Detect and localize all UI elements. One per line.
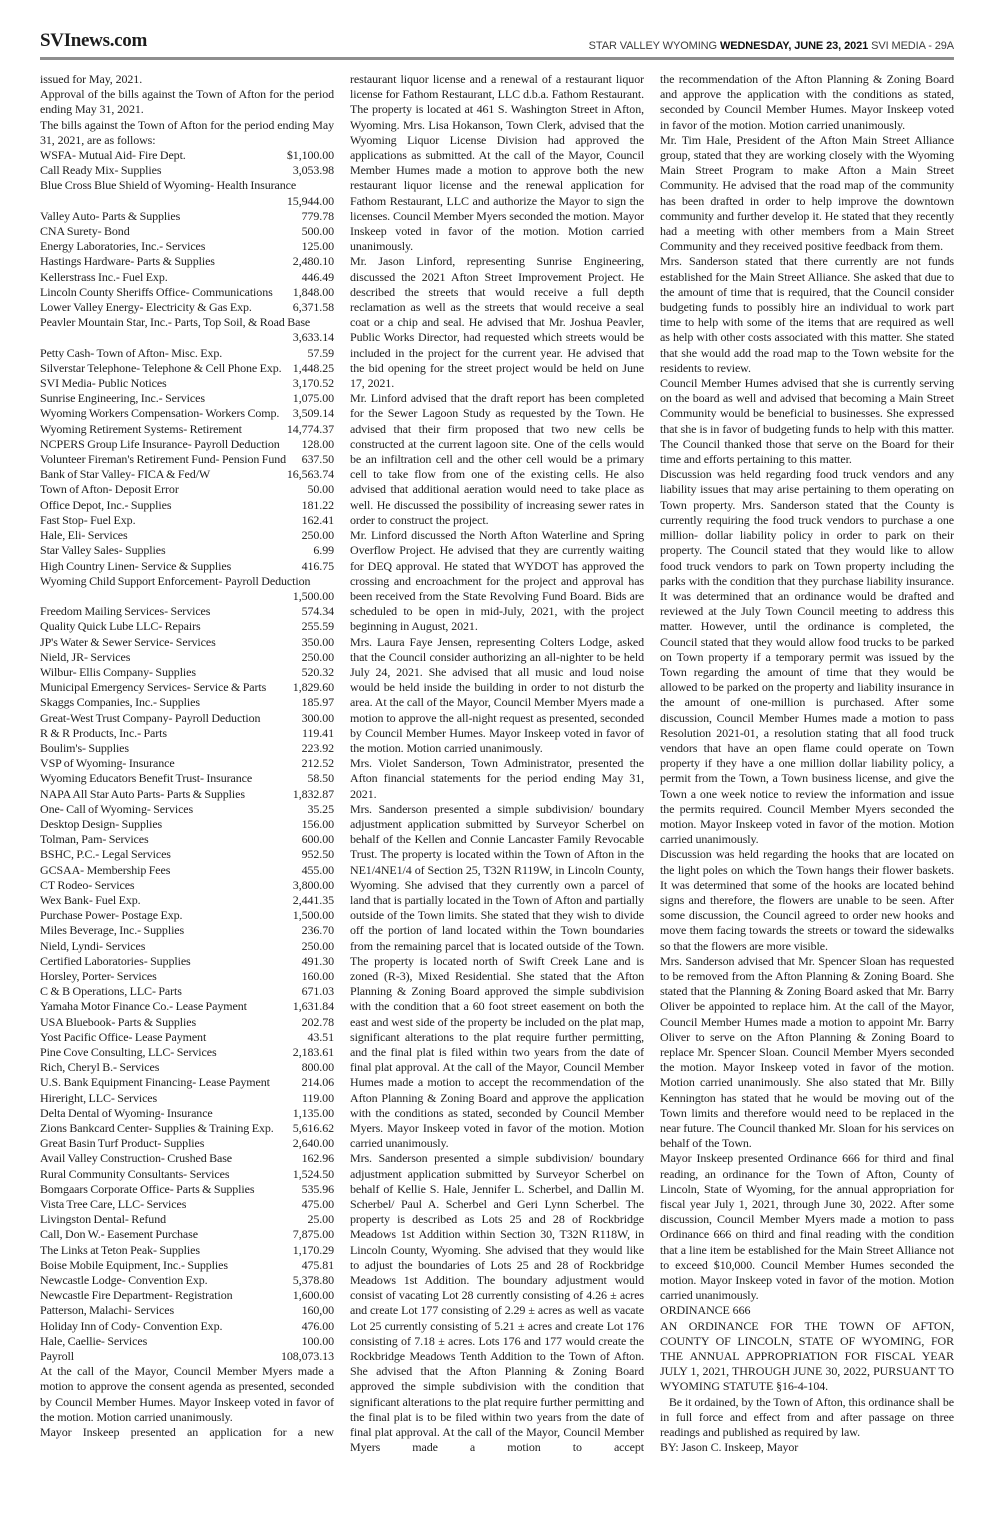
bill-payee: VSP of Wyoming- Insurance xyxy=(40,756,175,771)
bill-amount: 250.00 xyxy=(301,528,334,543)
bill-row xyxy=(40,254,334,269)
bill-payee: Tolman, Pam- Services xyxy=(40,832,149,847)
bill-row xyxy=(40,863,334,878)
bill-payee: Call, Don W.- Easement Purchase xyxy=(40,1227,198,1242)
bill-row xyxy=(40,984,334,999)
bill-row xyxy=(40,437,334,452)
bill-row xyxy=(40,604,334,619)
bill-payee: Fast Stop- Fuel Exp. xyxy=(40,512,136,527)
bill-amount: 3,800.00 xyxy=(292,877,334,892)
bill-payee: Yost Pacific Office- Lease Payment xyxy=(40,1029,207,1044)
bill-payee: Peavler Mountain Star, Inc.- Parts, Top Soil, & Road Base xyxy=(40,315,311,330)
bill-payee: Lincoln County Sheriffs Office- Communications xyxy=(40,284,273,299)
bill-payee: GCSAA- Membership Fees xyxy=(40,862,171,877)
paragraph: ORDINANCE 666 xyxy=(660,1303,751,1318)
bill-row xyxy=(40,878,334,893)
bill-payee: Desktop Design- Supplies xyxy=(40,816,163,831)
bill-amount: 1,170.29 xyxy=(292,1242,334,1257)
bill-row xyxy=(40,270,334,285)
bill-amount: 350.00 xyxy=(301,634,334,649)
bill-payee: Town of Afton- Deposit Error xyxy=(40,482,179,497)
bill-row xyxy=(40,802,334,817)
bill-amount: 108,073.13 xyxy=(280,1349,334,1364)
bill-payee: R & R Products, Inc.- Parts xyxy=(40,725,167,740)
bill-row xyxy=(40,178,334,208)
bill-payee: Rural Community Consultants- Services xyxy=(40,1166,230,1181)
bill-row xyxy=(40,619,334,634)
bill-row xyxy=(40,148,334,163)
paragraph: Mrs. Sanderson presented a simple subdivision/ boundary adjustment application submitted by Surveyor Scherbel on behalf of Kellie S. Hale, Jennifer L. Scherbel, and Dallin M. Scherbel/ Paul A. Scherbel and Geri Lynn Scherbel. The property is described as Lots 25 and 28 of Rockbridge Meadows 1st Addition within Section 30, T32N R118W, in Lincoln County, Wyoming. She advised that they would like to adjust the boundaries of Lots 25 and 28 of Rockbridge Meadows 1st Addition. The boundary adjustment would consist of vacating Lot 28 currently consisting of 4.26 ± acres and create Lot 177 consisting of 2.29 ± acres as well as vacate Lot 25 currently consisting of 5.21 ± acres and create Lot 176 consisting of 7.18 ± acres. Lots 176 and 177 would create the Rockbridge Meadows Tenth Addition to the Town of Afton. She advised that the Afton Planning & Zoning Board approved the simple subdivision with the condition that significant alterations to the plat require further permitting and the final plat is to be filed within two years from the date of final plat approval. At the call of the Mayor, Council Member Myers made a motion to accept xyxy=(350,1151,644,1455)
bill-row xyxy=(40,1060,334,1075)
bill-amount: 600.00 xyxy=(301,832,334,847)
paragraph: Mr. Linford discussed the North Afton Waterline and Spring Overflow Project. He advised that they are currently waiting for DEQ approval. He stated that WYDOT has approved the crossing and encroachment for the project and approval has been received from the State Revolving Fund Board. Bids are scheduled to be open in mid-July, 2021, with the project beginning in August, 2021. xyxy=(350,528,644,634)
bill-row xyxy=(40,406,334,421)
bill-payee: NAPA All Star Auto Parts- Parts & Supplies xyxy=(40,786,245,801)
bill-row xyxy=(40,847,334,862)
bill-row xyxy=(40,1030,334,1045)
bill-amount: 1,848.00 xyxy=(292,284,334,299)
bill-amount: 1,075.00 xyxy=(292,391,334,406)
bill-row xyxy=(40,1075,334,1090)
bill-amount: 14,774.37 xyxy=(286,421,334,436)
bill-row xyxy=(40,452,334,467)
bill-row xyxy=(40,300,334,315)
bill-amount: 125.00 xyxy=(301,239,334,254)
bill-payee: Sunrise Engineering, Inc.- Services xyxy=(40,391,205,406)
bill-amount: 50.00 xyxy=(307,482,334,497)
bill-amount: 476.00 xyxy=(301,1318,334,1333)
bill-row xyxy=(40,665,334,680)
bill-payee: One- Call of Wyoming- Services xyxy=(40,801,194,816)
bill-amount: 637.50 xyxy=(301,452,334,467)
bill-row xyxy=(40,1273,334,1288)
bill-row xyxy=(40,559,334,574)
bill-payee: Rich, Cheryl B.- Services xyxy=(40,1060,160,1075)
bill-payee: Skaggs Companies, Inc.- Supplies xyxy=(40,695,200,710)
bill-row xyxy=(40,923,334,938)
bill-payee: High Country Linen- Service & Supplies xyxy=(40,558,232,573)
article-columns xyxy=(40,72,954,1509)
bill-payee: Yamaha Motor Finance Co.- Lease Payment xyxy=(40,999,247,1014)
bill-row xyxy=(40,1258,334,1273)
masthead-location: STAR VALLEY WYOMING xyxy=(588,40,717,52)
paragraph: Mr. Linford advised that the draft report has been completed for the Sewer Lagoon Study as requested by the Town. He advised that their firm proposed that two new cells be constructed at the current lagoon site. One of the cells would be an infiltration cell and the other cell would be a primary cell to take flow from one of the existing cells. He also advised that additional aeration would need to take place as well. He discussed the possibility of increasing sewer rates in order to construct the project. xyxy=(350,391,644,527)
bill-row xyxy=(40,695,334,710)
bill-amount: 7,875.00 xyxy=(292,1227,334,1242)
bill-amount: 1,135.00 xyxy=(292,1105,334,1120)
bill-row xyxy=(40,422,334,437)
bill-row xyxy=(40,1015,334,1030)
bill-payee: Energy Laboratories, Inc.- Services xyxy=(40,239,206,254)
bill-payee: Wyoming Workers Compensation- Workers Comp. xyxy=(40,406,280,421)
bill-row xyxy=(40,832,334,847)
bill-amount: 671.03 xyxy=(301,984,334,999)
bill-payee: Lower Valley Energy- Electricity & Gas Exp. xyxy=(40,300,252,315)
bill-payee: Bank of Star Valley- FICA & Fed/W xyxy=(40,467,211,482)
masthead xyxy=(40,30,954,60)
bill-payee: Boise Mobile Equipment, Inc.- Supplies xyxy=(40,1257,228,1272)
bill-row xyxy=(40,315,334,345)
column-1 xyxy=(40,72,334,1509)
bill-row xyxy=(40,635,334,650)
bill-amount: 212.52 xyxy=(301,756,334,771)
paragraph: restaurant liquor license and a renewal of a restaurant liquor license for Fathom Restaurant, LLC d.b.a. Fathom Restaurant. The property is located at 461 S. Washington Street in Afton, Wyoming. Mrs. Lisa Hokanson, Town Clerk, advised that the Wyoming Liquor License Division had approved the applications as submitted. At the call of the Mayor, Council Member Humes made a motion to approve both the new restaurant liquor license and the renewal application for Fathom Restaurant, LLC and authorize the Mayor to sign the licenses. Council Member Myers seconded the motion. Mayor Inskeep voted in favor of the motion. Motion carried unanimously. xyxy=(350,72,644,254)
bill-amount: 160,00 xyxy=(301,1303,334,1318)
bill-payee: Bomgaars Corporate Office- Parts & Supplies xyxy=(40,1181,255,1196)
bill-amount: 446.49 xyxy=(301,269,334,284)
paragraph: Mayor Inskeep presented an application for a new xyxy=(40,1425,334,1440)
paragraph: issued for May, 2021. xyxy=(40,72,143,86)
bill-amount: 6.99 xyxy=(313,543,334,558)
bill-payee: Freedom Mailing Services- Services xyxy=(40,604,211,619)
bill-amount: 952.50 xyxy=(301,847,334,862)
bill-row xyxy=(40,893,334,908)
col1-outro xyxy=(40,1364,334,1440)
bill-amount: 16,563.74 xyxy=(286,467,334,482)
bill-payee: Wyoming Child Support Enforcement- Payroll Deduction xyxy=(40,573,311,588)
bill-row xyxy=(40,1288,334,1303)
bill-payee: Pine Cove Consulting, LLC- Services xyxy=(40,1045,217,1059)
bill-amount: 1,600.00 xyxy=(292,1288,334,1303)
bill-amount: 800.00 xyxy=(301,1060,334,1075)
bill-row xyxy=(40,756,334,771)
bill-payee: Hastings Hardware- Parts & Supplies xyxy=(40,254,215,269)
bill-row xyxy=(40,209,334,224)
bill-amount: 3,170.52 xyxy=(292,376,334,391)
bill-payee: Boulim's- Supplies xyxy=(40,740,129,755)
column-3 xyxy=(660,72,954,1509)
paragraph: The bills against the Town of Afton for the period ending May 31, 2021, are as follows: xyxy=(40,117,334,147)
paragraph: AN ORDINANCE FOR THE TOWN OF AFTON, COUNTY OF LINCOLN, STATE OF WYOMING, FOR THE ANNUAL APPROPRIATION FOR FISCAL YEAR JULY 1, 2021, THROUGH JUNE 30, 2022, PURSUANT TO WYOMING STATUTE §16-4-104. xyxy=(660,1318,954,1394)
bill-payee: Petty Cash- Town of Afton- Misc. Exp. xyxy=(40,345,223,360)
bill-amount: 500.00 xyxy=(301,224,334,239)
bill-payee: USA Bluebook- Parts & Supplies xyxy=(40,1014,197,1029)
bill-amount: 1,448.25 xyxy=(292,360,334,375)
bill-row xyxy=(40,1334,334,1349)
bill-payee: Hale, Caellie- Services xyxy=(40,1333,148,1348)
bill-payee: Wilbur- Ellis Company- Supplies xyxy=(40,664,196,679)
bill-amount: 1,832.87 xyxy=(292,786,334,801)
bill-row xyxy=(40,1319,334,1334)
paragraph: Council Member Humes advised that she is currently serving on the board as well and advised that becoming a Main Street Community would be beneficial to businesses. She expressed that she is in favor of budgeting funds to help with this matter. The Council thanked those that serve on the Board for their time and efforts pertaining to this matter. xyxy=(660,376,954,467)
col2-paragraphs xyxy=(350,72,644,1455)
bill-amount: 250.00 xyxy=(301,938,334,953)
bill-row xyxy=(40,650,334,665)
bill-row xyxy=(40,771,334,786)
bill-row xyxy=(40,711,334,726)
paragraph: Mr. Tim Hale, President of the Afton Main Street Alliance group, stated that they are working closely with the Wyoming Main Street Program to make Afton a Main Street Community. He advised that the road map of the community has been drafted in order to help improve the downtown community and further develop it. He stated that they recently had a meeting with other members from a Main Street Community and they received positive feedback from them. xyxy=(660,132,954,254)
bill-payee: Holiday Inn of Cody- Convention Exp. xyxy=(40,1318,223,1333)
bill-payee: Delta Dental of Wyoming- Insurance xyxy=(40,1105,213,1120)
masthead-info xyxy=(589,40,954,52)
bill-row xyxy=(40,741,334,756)
bill-row xyxy=(40,1121,334,1136)
paragraph: BY: Jason C. Inskeep, Mayor xyxy=(660,1440,799,1455)
bill-row xyxy=(40,1212,334,1227)
bill-payee: Municipal Emergency Services- Service & Parts xyxy=(40,680,267,695)
masthead-edition: SVI MEDIA - 29A xyxy=(871,40,954,52)
paragraph: Mrs. Sanderson presented a simple subdivision/ boundary adjustment application submitted by Surveyor Scherbel on behalf of the Kellen and Connie Lancaster Family Revocable Trust. The property is located within the Town of Afton in the NE1/4NE1/4 of Section 25, T32N R119W, in Lincoln County, Wyoming. She advised that they currently own a parcel of land that is partially located in the Town of Afton and partially outside of the Town limits. She stated that they wish to divide off the portion of land located within the Town boundaries from the remaining parcel that is located outside of the Town. The property is located north of Swift Creek Lane and is zoned (R-3), Mixed Residential. She stated that the Afton Planning & Zoning Board approved the simple subdivision with the condition that a 60 foot street easement on both the east and west side of the property be included on the plat map, significant alterations to the plat require further permitting, and the final plat is filed within two years from the date of final plat approval. At the call of the Mayor, Council Member Humes made a motion to accept the recommendation of the Afton Planning & Zoning Board and approve the application with the conditions as stated, seconded by Council Member Myers. Mayor Inskeep voted in favor of the motion. Motion carried unanimously. xyxy=(350,801,644,1151)
bill-payee: JP's Water & Sewer Service- Services xyxy=(40,634,216,649)
bill-payee: Silverstar Telephone- Telephone & Cell Phone Exp. xyxy=(40,360,282,375)
bill-amount: 1,829.60 xyxy=(292,680,334,695)
bill-payee: Hale, Eli- Services xyxy=(40,528,128,543)
bill-row xyxy=(40,1106,334,1121)
bill-row xyxy=(40,1045,334,1060)
bill-amount: 162.41 xyxy=(301,512,334,527)
bill-amount: 35.25 xyxy=(307,801,334,816)
bill-amount: 202.78 xyxy=(301,1014,334,1029)
bill-payee: Nield, JR- Services xyxy=(40,649,131,664)
bill-amount: 160.00 xyxy=(301,968,334,983)
bill-payee: Blue Cross Blue Shield of Wyoming- Health Insurance xyxy=(40,178,297,193)
bill-amount: 475.00 xyxy=(301,1197,334,1212)
bill-payee: SVI Media- Public Notices xyxy=(40,376,167,391)
bill-amount: 58.50 xyxy=(307,771,334,786)
bill-row xyxy=(40,969,334,984)
bill-row xyxy=(40,498,334,513)
paragraph: Discussion was held regarding the hooks that are located on the light poles on which the Town hangs their flower baskets. It was determined that some of the hooks are located behind signs and therefore, the flowers are unable to be seen. After some discussion, the Council agreed to order new hooks and move them facing towards the streets or toward the sidewalks so that the flowers are more visible. xyxy=(660,847,954,953)
bill-payee: Wyoming Retirement Systems- Retirement xyxy=(40,421,242,436)
bill-amount: 119.00 xyxy=(302,1090,334,1105)
bill-row xyxy=(40,467,334,482)
bill-amount: 236.70 xyxy=(301,923,334,938)
bill-row xyxy=(40,391,334,406)
masthead-date: WEDNESDAY, JUNE 23, 2021 xyxy=(719,40,869,52)
bill-amount: 128.00 xyxy=(301,436,334,451)
bill-payee: NCPERS Group Life Insurance- Payroll Deduction xyxy=(40,436,280,451)
bill-amount: 119.41 xyxy=(302,725,334,740)
bill-amount: 779.78 xyxy=(301,208,334,223)
bill-amount: 574.34 xyxy=(301,604,334,619)
bill-amount: 3,633.14 xyxy=(292,330,334,345)
bill-payee: Office Depot, Inc.- Supplies xyxy=(40,497,172,512)
bill-payee: Certified Laboratories- Supplies xyxy=(40,953,191,968)
bill-payee: Newcastle Fire Department- Registration xyxy=(40,1288,233,1303)
bill-amount: 3,053.98 xyxy=(292,163,334,178)
bill-amount: 2,480.10 xyxy=(292,254,334,269)
bill-payee: CNA Surety- Bond xyxy=(40,224,130,239)
paragraph: Approval of the bills against the Town of Afton for the period ending May 31, 2021. xyxy=(40,87,334,117)
bill-row xyxy=(40,954,334,969)
bill-payee: Valley Auto- Parts & Supplies xyxy=(40,208,181,223)
paragraph: Mrs. Laura Faye Jensen, representing Colters Lodge, asked that the Council consider authorizing an all-nighter to be held July 24, 2021. She advised that all music and loud noise would be held inside the building in order to not disturb the area. At the call of the Mayor, Council Member Myers made a motion to approve the all-night request as presented, seconded by Council Member Humes. Mayor Inskeep voted in favor of the motion. Motion carried unanimously. xyxy=(350,634,644,755)
bill-amount: 43.51 xyxy=(307,1029,334,1044)
bill-payee: BSHC, P.C.- Legal Services xyxy=(40,847,171,862)
bill-payee: Star Valley Sales- Supplies xyxy=(40,543,166,558)
bill-payee: Patterson, Malachi- Services xyxy=(40,1303,175,1318)
bill-row xyxy=(40,680,334,695)
bill-payee: Livingston Dental- Refund xyxy=(40,1212,167,1227)
bill-row xyxy=(40,285,334,300)
bill-row xyxy=(40,513,334,528)
bill-row xyxy=(40,574,334,604)
bill-payee: Wex Bank- Fuel Exp. xyxy=(40,892,141,907)
bill-amount: 1,500.00 xyxy=(292,908,334,923)
bills-list xyxy=(40,148,334,1364)
bill-amount: 250.00 xyxy=(301,649,334,664)
bill-row xyxy=(40,239,334,254)
bill-payee: WSFA- Mutual Aid- Fire Dept. xyxy=(40,148,186,163)
bill-amount: 100.00 xyxy=(301,1333,334,1348)
bill-amount: 520.32 xyxy=(301,664,334,679)
bill-payee: Miles Beverage, Inc.- Supplies xyxy=(40,923,185,938)
bill-row xyxy=(40,726,334,741)
bill-payee: The Links at Teton Peak- Supplies xyxy=(40,1242,200,1257)
bill-row xyxy=(40,939,334,954)
bill-payee: U.S. Bank Equipment Financing- Lease Payment xyxy=(40,1075,270,1090)
bill-amount: 156.00 xyxy=(301,816,334,831)
bill-amount: 57.59 xyxy=(307,345,334,360)
bill-row xyxy=(40,1303,334,1318)
bill-payee: Newcastle Lodge- Convention Exp. xyxy=(40,1273,208,1288)
bill-row xyxy=(40,787,334,802)
paragraph: Mrs. Sanderson stated that there currently are not funds established for the Main Street Alliance. She asked that due to the amount of time that is required, that the Council consider budgeting funds to possibly hire an individual to work part time to help with some of the items that are required as well as help with other costs associated with this matter. She stated that she would add the road map to the Town website for the residents to review. xyxy=(660,254,954,375)
bill-amount: 6,371.58 xyxy=(292,300,334,315)
bill-payee: Horsley, Porter- Services xyxy=(40,968,157,983)
bill-payee: Kellerstrass Inc.- Fuel Exp. xyxy=(40,269,168,284)
paragraph: Mrs. Violet Sanderson, Town Administrator, presented the Afton financial statements for the period ending May 31, 2021. xyxy=(350,756,644,801)
bill-amount: 1,631.84 xyxy=(292,999,334,1014)
paragraph: Be it ordained, by the Town of Afton, this ordinance shall be in full force and effect from and after passage on three readings and published as required by law. xyxy=(660,1394,954,1440)
paragraph: Mr. Jason Linford, representing Sunrise Engineering, discussed the 2021 Afton Street Improvement Project. He described the streets that would receive a full depth reclamation as well as the streets that would receive a seal coat or a chip and seal. He advised that Mr. Joshua Peavler, Public Works Director, had requested which streets would be included in the project for the current year. He advised that the bid opening for the street project would be held on June 17, 2021. xyxy=(350,254,644,391)
bill-payee: CT Rodeo- Services xyxy=(40,877,135,892)
bill-row xyxy=(40,1091,334,1106)
bill-payee: Great Basin Turf Product- Supplies xyxy=(40,1136,205,1151)
bill-payee: Call Ready Mix- Supplies xyxy=(40,163,162,178)
bill-row xyxy=(40,1136,334,1151)
bill-row xyxy=(40,908,334,923)
bill-payee: Zions Bankcard Center- Supplies & Training Exp. xyxy=(40,1121,274,1136)
bill-payee: Avail Valley Construction- Crushed Base xyxy=(40,1151,233,1166)
bill-row xyxy=(40,482,334,497)
bill-row xyxy=(40,1197,334,1212)
bill-amount: 162.96 xyxy=(301,1151,334,1166)
paragraph: At the call of the Mayor, Council Member Myers made a motion to approve the consent agenda as presented, seconded by Council Member Humes. Mayor Inskeep voted in favor of the motion. Motion carried unanimously. xyxy=(40,1364,334,1424)
bill-amount: 475.81 xyxy=(301,1257,334,1272)
bill-row xyxy=(40,1227,334,1242)
paragraph: the recommendation of the Afton Planning & Zoning Board and approve the application with the conditions as stated, seconded by Council Member Humes. Mayor Inskeep voted in favor of the motion. Motion carried unanimously. xyxy=(660,72,954,132)
bill-amount: 491.30 xyxy=(301,953,334,968)
bill-row xyxy=(40,1243,334,1258)
column-2 xyxy=(350,72,644,1509)
bill-amount: 15,944.00 xyxy=(286,193,334,208)
paragraph: Mrs. Sanderson advised that Mr. Spencer Sloan has requested to be removed from the Afton Planning & Zoning Board. She stated that the Planning & Zoning Board asked that Mr. Barry Oliver be appointed to replace him. At the call of the Mayor, Council Member Humes made a motion to appoint Mr. Barry Oliver to serve on the Afton Planning & Zoning Board to replace Mr. Spencer Sloan. Council Member Myers seconded the motion. Mayor Inskeep voted in favor of the motion. Motion carried unanimously. She also stated that Mr. Billy Kennington has stated that he would be moving out of the Town limits and therefore would need to be replaced in the near future. The Council thanked Mr. Sloan for his services on behalf of the Town. xyxy=(660,953,954,1151)
bill-payee: Nield, Lyndi- Services xyxy=(40,938,146,953)
paragraph: Mayor Inskeep presented Ordinance 666 for third and final reading, an ordinance for the Town of Afton, County of Lincoln, State of Wyoming, for the annual appropriation for fiscal year July 1, 2021, through June 30, 2022. After some discussion, Council Member Myers made a motion to pass Ordinance 666 on third and final reading with the condition that a line item be established for the Main Street Alliance not to exceed $10,000. Council Member Humes seconded the motion. Mayor Inskeep voted in favor of the motion. Motion carried unanimously. xyxy=(660,1151,954,1303)
bill-row xyxy=(40,1349,334,1364)
bill-amount: 181.22 xyxy=(301,497,334,512)
bill-payee: C & B Operations, LLC- Parts xyxy=(40,984,182,999)
bill-amount: 1,500.00 xyxy=(292,588,334,603)
bill-row xyxy=(40,528,334,543)
bill-amount: 5,616.62 xyxy=(292,1121,334,1136)
bill-row xyxy=(40,163,334,178)
bill-row xyxy=(40,346,334,361)
bill-row xyxy=(40,1182,334,1197)
bill-amount: 3,509.14 xyxy=(292,406,334,421)
bill-amount: 25.00 xyxy=(307,1212,334,1227)
bill-amount: 455.00 xyxy=(301,862,334,877)
bill-amount: 416.75 xyxy=(301,558,334,573)
bill-amount: 2,183.61 xyxy=(292,1045,334,1059)
bill-payee: Great-West Trust Company- Payroll Deduction xyxy=(40,710,261,725)
bill-payee: Vista Tree Care, LLC- Services xyxy=(40,1197,187,1212)
bill-row xyxy=(40,999,334,1014)
bill-payee: Quality Quick Lube LLC- Repairs xyxy=(40,619,201,634)
bill-amount: 2,441.35 xyxy=(292,892,334,907)
bill-payee: Purchase Power- Postage Exp. xyxy=(40,908,183,923)
bill-amount: 5,378.80 xyxy=(292,1273,334,1288)
bill-amount: 214.06 xyxy=(301,1075,334,1090)
bill-payee: Volunteer Fireman's Retirement Fund- Pension Fund xyxy=(40,452,287,467)
bill-row xyxy=(40,361,334,376)
bill-amount: 1,524.50 xyxy=(292,1166,334,1181)
bill-row xyxy=(40,817,334,832)
bill-amount: 300.00 xyxy=(301,710,334,725)
col1-intro xyxy=(40,72,334,148)
bill-payee: Hireright, LLC- Services xyxy=(40,1090,158,1105)
bill-amount: $1,100.00 xyxy=(286,148,334,163)
bill-row xyxy=(40,224,334,239)
site-title: SVInews.com xyxy=(40,30,148,51)
bill-amount: 255.59 xyxy=(301,619,334,634)
paragraph: Discussion was held regarding food truck vendors and any liability issues that may arise pertaining to them operating on Town property. Mrs. Sanderson stated that the County is currently requiring the food truck vendors to purchase a one million- dollar liability policy in order to park on their property. The Council stated that they would like to allow food truck vendors to park on Town property including the parks with the condition that they purchase liability insurance. It was determined that an ordinance would be drafted and reviewed at the July Town Council meeting to address this matter. However, until the ordinance is completed, the Council stated that they would allow food trucks to be parked on Town property if a temporary permit was issued by the Town regarding the amount of time that they would be allowed to be parked on the property and liability insurance in the amount of one-million is purchased. After some discussion, Council Member Humes made a motion to pass Resolution 2021-01, a resolution stating that all food truck vendors that have an open flame could operate on Town property if they have a one million dollar liability policy, a permit from the Town, a Town business license, and give the Town a one week notice to review the information and issue the permits required. Council Member Myers seconded the motion. Mayor Inskeep voted in favor of the motion. Motion carried unanimously. xyxy=(660,467,954,847)
bill-row xyxy=(40,376,334,391)
bill-payee: Wyoming Educators Benefit Trust- Insurance xyxy=(40,771,253,786)
bill-amount: 185.97 xyxy=(301,695,334,710)
bill-payee: Payroll xyxy=(40,1349,74,1364)
col3-paragraphs xyxy=(660,72,954,1455)
bill-row xyxy=(40,543,334,558)
bill-amount: 223.92 xyxy=(301,740,334,755)
bill-row xyxy=(40,1151,334,1166)
bill-row xyxy=(40,1167,334,1182)
bill-amount: 2,640.00 xyxy=(292,1136,334,1151)
bill-amount: 535.96 xyxy=(301,1181,334,1196)
